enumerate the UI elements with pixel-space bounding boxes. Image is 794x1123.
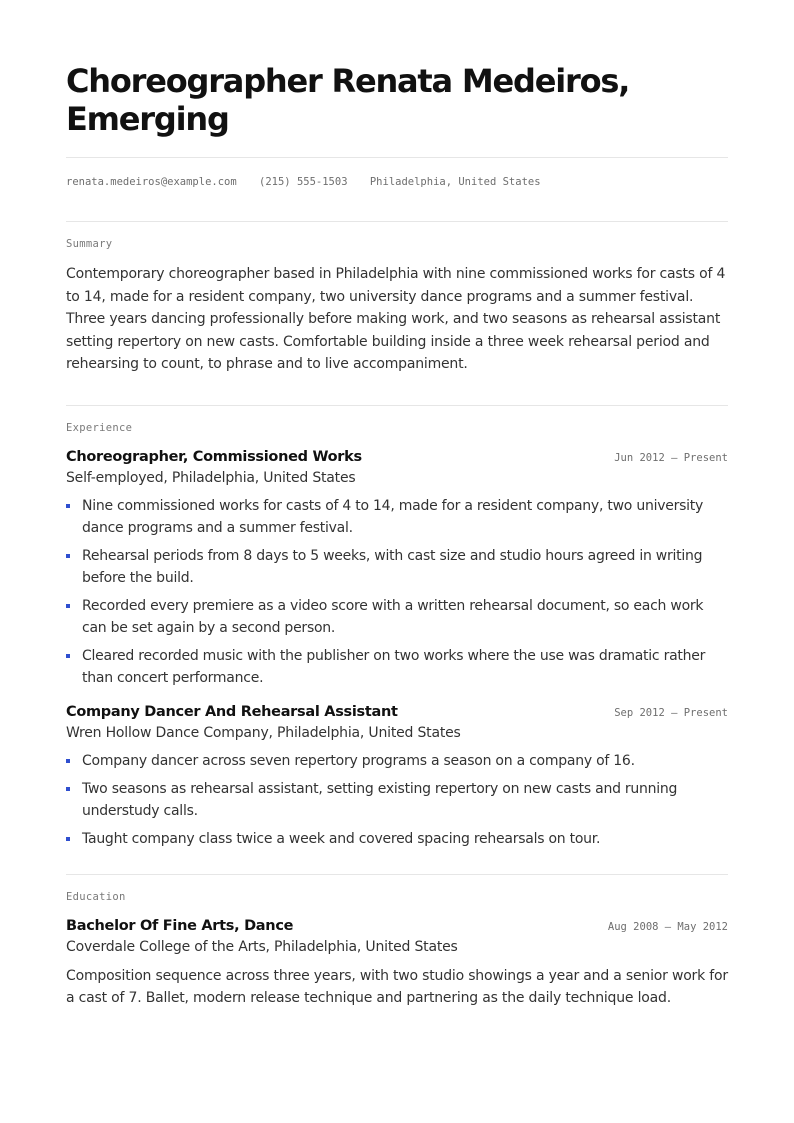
square-bullet-icon xyxy=(66,837,70,841)
experience-entry xyxy=(66,447,728,689)
education-dates: Aug 2008 — May 2012 xyxy=(607,920,728,933)
list-item: Nine commissioned works for casts of 4 to 14, made for a resident company, two university dance programs and a summer festival. xyxy=(66,495,728,539)
job-dates: Jun 2012 — Present xyxy=(614,451,728,464)
square-bullet-icon xyxy=(66,504,70,508)
education-header xyxy=(66,916,728,936)
list-item: Rehearsal periods from 8 days to 5 weeks, with cast size and studio hours agreed in writing before the build. xyxy=(66,545,728,589)
job-title: Company Dancer And Rehearsal Assistant xyxy=(66,703,398,720)
square-bullet-icon xyxy=(66,604,70,608)
list-item: Company dancer across seven repertory programs a season on a company of 16. xyxy=(66,750,728,772)
job-header xyxy=(66,447,728,467)
school-name: Coverdale College of the Arts, Philadelphia, United States xyxy=(66,938,458,955)
job-organization: Wren Hollow Dance Company, Philadelphia, United States xyxy=(66,724,461,741)
experience-entry xyxy=(66,702,728,850)
candidate-name-line-2: Emerging xyxy=(66,100,229,138)
section-label-summary: Summary xyxy=(66,238,113,250)
candidate-name xyxy=(66,62,728,138)
square-bullet-icon xyxy=(66,759,70,763)
divider xyxy=(66,874,728,875)
job-header xyxy=(66,702,728,722)
square-bullet-icon xyxy=(66,554,70,558)
job-title: Choreographer, Commissioned Works xyxy=(66,448,362,465)
list-item: Recorded every premiere as a video score with a written rehearsal document, so each work can be set again by a second person. xyxy=(66,595,728,639)
contact-phone[interactable]: (215) 555-1503 xyxy=(259,176,348,188)
contact-location: Philadelphia, United States xyxy=(369,176,541,188)
divider xyxy=(66,157,728,158)
job-bullet-list xyxy=(66,750,728,850)
section-label-education: Education xyxy=(66,890,126,903)
job-organization: Self-employed, Philadelphia, United States xyxy=(66,469,356,486)
square-bullet-icon xyxy=(66,654,70,658)
contact-email[interactable]: renata.medeiros@example.com xyxy=(66,176,237,188)
list-item: Cleared recorded music with the publisher on two works where the use was dramatic rather than concert performance. xyxy=(66,645,728,689)
education-entry xyxy=(66,916,728,1010)
resume-page xyxy=(66,62,728,1010)
job-bullet-list xyxy=(66,495,728,689)
square-bullet-icon xyxy=(66,787,70,791)
education-text: Composition sequence across three years, with two studio showings a year and a senior work for a cast of 7. Ballet, modern release technique and partnering as the daily technique load. xyxy=(66,967,728,1006)
divider xyxy=(66,221,728,222)
divider xyxy=(66,405,728,406)
list-item: Two seasons as rehearsal assistant, setting existing repertory on new casts and running understudy calls. xyxy=(66,778,728,822)
summary-text: Contemporary choreographer based in Philadelphia with nine commissioned works for casts of 4 to 14, made for a resident company, two university dance programs and a summer festival. Three years dancing professionally before making work, and two seasons as rehearsal assistant setting repertory on new casts. Comfortable building inside a three week rehearsal period and rehearsing to count, to phrase and to live accompaniment. xyxy=(66,266,726,372)
section-label-experience: Experience xyxy=(66,421,133,434)
job-dates: Sep 2012 — Present xyxy=(614,706,728,719)
contact-line xyxy=(66,175,728,189)
list-item: Taught company class twice a week and covered spacing rehearsals on tour. xyxy=(66,828,728,850)
candidate-name-line-1: Choreographer Renata Medeiros, xyxy=(66,62,630,100)
degree-title: Bachelor Of Fine Arts, Dance xyxy=(66,917,294,934)
